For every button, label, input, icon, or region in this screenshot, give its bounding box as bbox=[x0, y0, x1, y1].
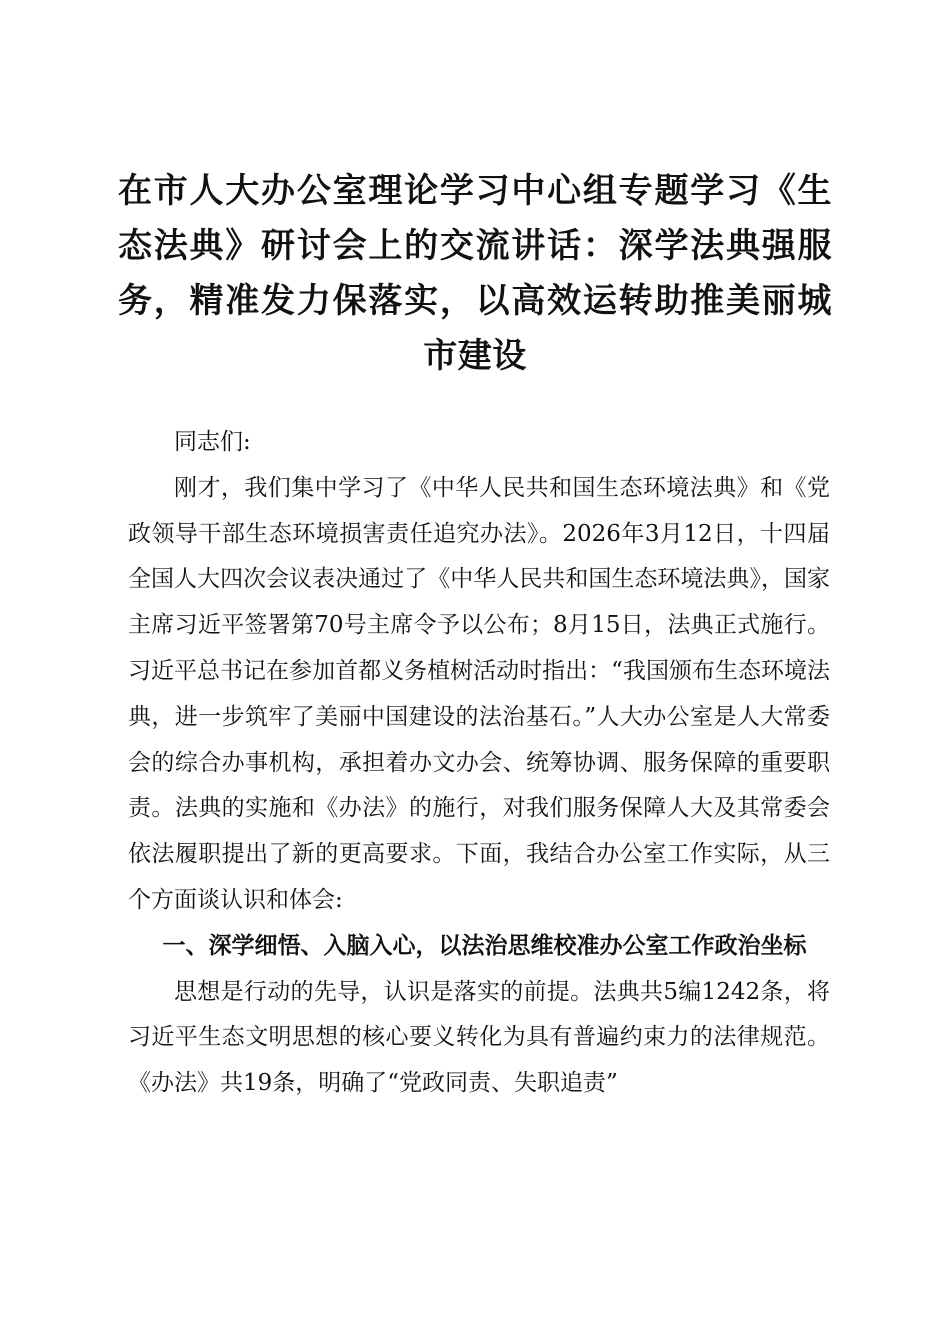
section-heading-1: 一、深学细悟、入脑入心，以法治思维校准办公室工作政治坐标 bbox=[162, 932, 807, 959]
document-body bbox=[128, 420, 830, 1107]
section-1-paragraph: 思想是行动的先导，认识是落实的前提。法典共5编1242条，将习近平生态文明思想的核心要义转化为具有普遍约束力的法律规范。《办法》共19条，明确了“党政同责、失职追责” bbox=[128, 978, 830, 1097]
intro-paragraph: 刚才，我们集中学习了《中华人民共和国生态环境法典》和《党政领导干部生态环境损害责任追究办法》。2026年3月12日，十四届全国人大四次会议表决通过了《中华人民共和国生态环境法典》，国家主席习近平签署第70号主席令予以公布；8月15日，法典正式施行。习近平总书记在参加首都义务植树活动时指出：“我国颁布生态环境法典，进一步筑牢了美丽中国建设的法治基石。”人大办公室是人大常委会的综合办事机构，承担着办文办会、统筹协调、服务保障的重要职责。法典的实施和《办法》的施行，对我们服务保障人大及其常委会依法履职提出了新的更高要求。下面，我结合办公室工作实际，从三个方面谈认识和体会: bbox=[128, 474, 830, 913]
document-title: 在市人大办公室理论学习中心组专题学习《生态法典》研讨会上的交流讲话：深学法典强服务，精准发力保落实，以高效运转助推美丽城市建设 bbox=[118, 171, 832, 376]
salutation: 同志们: bbox=[174, 429, 251, 455]
